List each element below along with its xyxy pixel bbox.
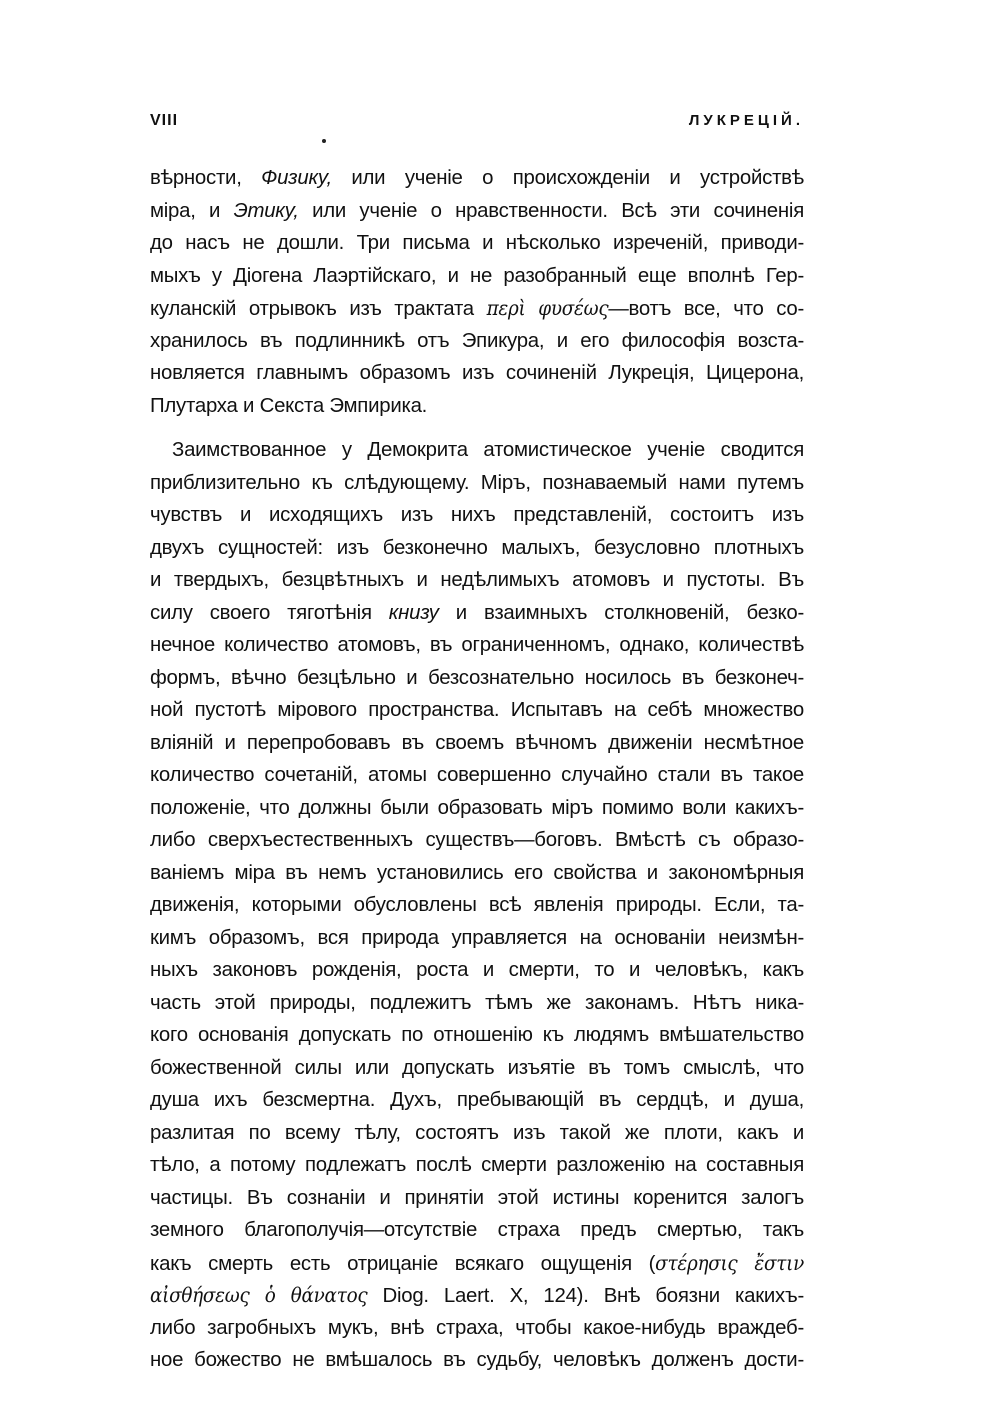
italic-term: Этику, — [233, 199, 299, 222]
text-line — [150, 1117, 804, 1150]
text-run: кимъ образомъ, вся природа управляется на основаніи неизмѣн- — [150, 926, 804, 949]
text-run: ваніемъ міра въ немъ установились его свойства и закономѣрныя — [150, 861, 804, 884]
text-run: ной пустотѣ мірового пространства. Испытавъ на себѣ множество — [150, 699, 804, 721]
text-line — [150, 889, 804, 922]
text-run: земного благополучія—отсутствіе страха предъ смертью, такъ — [150, 1219, 804, 1241]
text-run: хранилось въ подлинникѣ отъ Эпикура, и его философія возста- — [150, 329, 804, 352]
text-line — [150, 162, 804, 195]
text-run: или ученіе о нравственности. Всѣ эти сочиненія — [298, 199, 804, 222]
text-run: и твердыхъ, безцвѣтныхъ и недѣлимыхъ атомовъ и пустоты. Въ — [150, 569, 804, 591]
text-run: до насъ не дошли. Три письма и нѣсколько изреченій, приводи- — [150, 232, 804, 254]
text-line — [150, 694, 804, 727]
text-line — [150, 597, 804, 630]
text-line — [150, 260, 804, 293]
text-run: приблизительно къ слѣдующему. Міръ, познаваемый нами путемъ — [150, 471, 804, 494]
text-line — [150, 434, 804, 467]
text-line — [150, 727, 804, 760]
text-line — [150, 824, 804, 857]
text-run: Плутарха и Секста Эмпирика. — [150, 394, 428, 417]
text-run: душа ихъ безсмертна. Духъ, пребывающій въ сердцѣ, и душа, — [150, 1089, 804, 1111]
text-run: кого основанія допускать по отношенію къ людямъ вмѣшательство — [150, 1024, 804, 1046]
text-run: тѣло, а потому подлежатъ послѣ смерти разложенію на составныя — [150, 1154, 804, 1176]
text-run: куланскій отрывокъ изъ трактата — [150, 298, 487, 320]
text-line — [150, 1084, 804, 1117]
text-run: вліяній и перепробовавъ въ своемъ вѣчномъ движеніи несмѣтное — [150, 731, 804, 754]
text-run: чувствъ и исходящихъ изъ нихъ представленій, состоитъ изъ — [150, 504, 804, 526]
paragraph — [150, 162, 804, 422]
text-line — [150, 1052, 804, 1085]
text-line — [150, 1182, 804, 1215]
italic-term: Физику, — [261, 167, 332, 189]
paragraph-gap — [150, 422, 804, 434]
greek-phrase: περὶ φυσέως — [486, 296, 609, 320]
text-line — [150, 227, 804, 260]
text-line — [150, 357, 804, 390]
text-line — [150, 325, 804, 358]
running-title: ЛУКРЕЦIЙ. — [688, 112, 804, 129]
text-run: —вотъ все, что со- — [608, 298, 804, 320]
text-line — [150, 954, 804, 987]
text-line — [150, 467, 804, 500]
text-run: ныхъ законовъ рожденія, роста и смерти, то и человѣкъ, какъ — [150, 959, 804, 981]
text-line — [150, 292, 804, 325]
page-number: VIII — [150, 112, 179, 129]
text-line — [150, 1247, 804, 1280]
text-line — [150, 1149, 804, 1182]
text-run: двухъ сущностей: изъ безконечно малыхъ, безусловно плотныхъ — [150, 536, 804, 559]
text-run: ное божество не вмѣшалось въ судьбу, человѣкъ долженъ дости- — [150, 1349, 804, 1371]
text-line — [150, 1279, 804, 1312]
text-run: формъ, вѣчно безцѣльно и безсознательно носилось въ безконеч- — [150, 666, 804, 689]
text-line — [150, 662, 804, 695]
text-line — [150, 1344, 804, 1377]
text-line — [150, 922, 804, 955]
text-run: Diog. Laert. X, 124). Внѣ боязни какихъ- — [367, 1285, 804, 1307]
text-run: силу своего тяготѣнія — [150, 601, 389, 624]
text-line — [150, 195, 804, 228]
body-text — [150, 162, 804, 1377]
text-run: либо сверхъестественныхъ существъ—боговъ. Вмѣстѣ съ образо- — [150, 829, 804, 851]
text-run: вѣрности, — [150, 167, 262, 189]
text-run: движенія, которыми обусловлены всѣ явленія природы. Если, та- — [150, 894, 804, 916]
text-run: нечное количество атомовъ, въ ограниченномъ, однако, количествѣ — [150, 634, 804, 656]
greek-phrase: αἰσθήσεως ὁ θάνατος — [150, 1283, 368, 1307]
text-line — [150, 564, 804, 597]
text-line — [150, 629, 804, 662]
text-run: или ученіе о происхожденіи и устройствѣ — [331, 167, 804, 189]
text-run: божественной силы или допускать изъятіе въ томъ смыслѣ, что — [150, 1056, 804, 1079]
italic-term: книзу — [388, 601, 439, 624]
text-line — [150, 759, 804, 792]
text-run: новляется главнымъ образомъ изъ сочиненій Лукреція, Цицерона, — [150, 362, 804, 384]
text-run: міра, и — [150, 199, 234, 222]
text-run: либо загробныхъ мукъ, внѣ страха, чтобы какое-нибудь враждеб- — [150, 1316, 804, 1339]
text-run: какъ смерть есть отрицаніе всякаго ощущенія ( — [150, 1252, 656, 1275]
text-line — [150, 1019, 804, 1052]
greek-phrase: στέρησις ἔστιν — [655, 1250, 804, 1275]
text-run: мыхъ у Діогена Лаэртійскаго, и не разобранный еще вполнѣ Гер- — [150, 264, 804, 287]
text-run: часть этой природы, подлежитъ тѣмъ же законамъ. Нѣтъ ника- — [150, 991, 804, 1014]
text-run: разлитая по всему тѣлу, состоятъ изъ такой же плоти, какъ и — [150, 1121, 804, 1144]
text-line — [150, 857, 804, 890]
text-line — [150, 532, 804, 565]
running-head — [150, 112, 804, 142]
text-line — [150, 390, 804, 423]
text-line — [150, 1312, 804, 1345]
print-speck — [322, 139, 326, 143]
text-line — [150, 499, 804, 532]
paragraph — [150, 434, 804, 1377]
text-run: и взаимныхъ столкновеній, безко- — [438, 601, 804, 624]
text-run: количество сочетаній, атомы совершенно случайно стали въ такое — [150, 764, 804, 786]
text-run: Заимствованное у Демокрита атомистическое ученіе сводится — [172, 439, 804, 461]
text-line — [150, 1214, 804, 1247]
text-run: положеніе, что должны были образовать міръ помимо воли какихъ- — [150, 796, 804, 819]
text-line — [150, 792, 804, 825]
text-line — [150, 987, 804, 1020]
text-run: частицы. Въ сознаніи и принятіи этой истины коренится залогъ — [150, 1186, 804, 1209]
